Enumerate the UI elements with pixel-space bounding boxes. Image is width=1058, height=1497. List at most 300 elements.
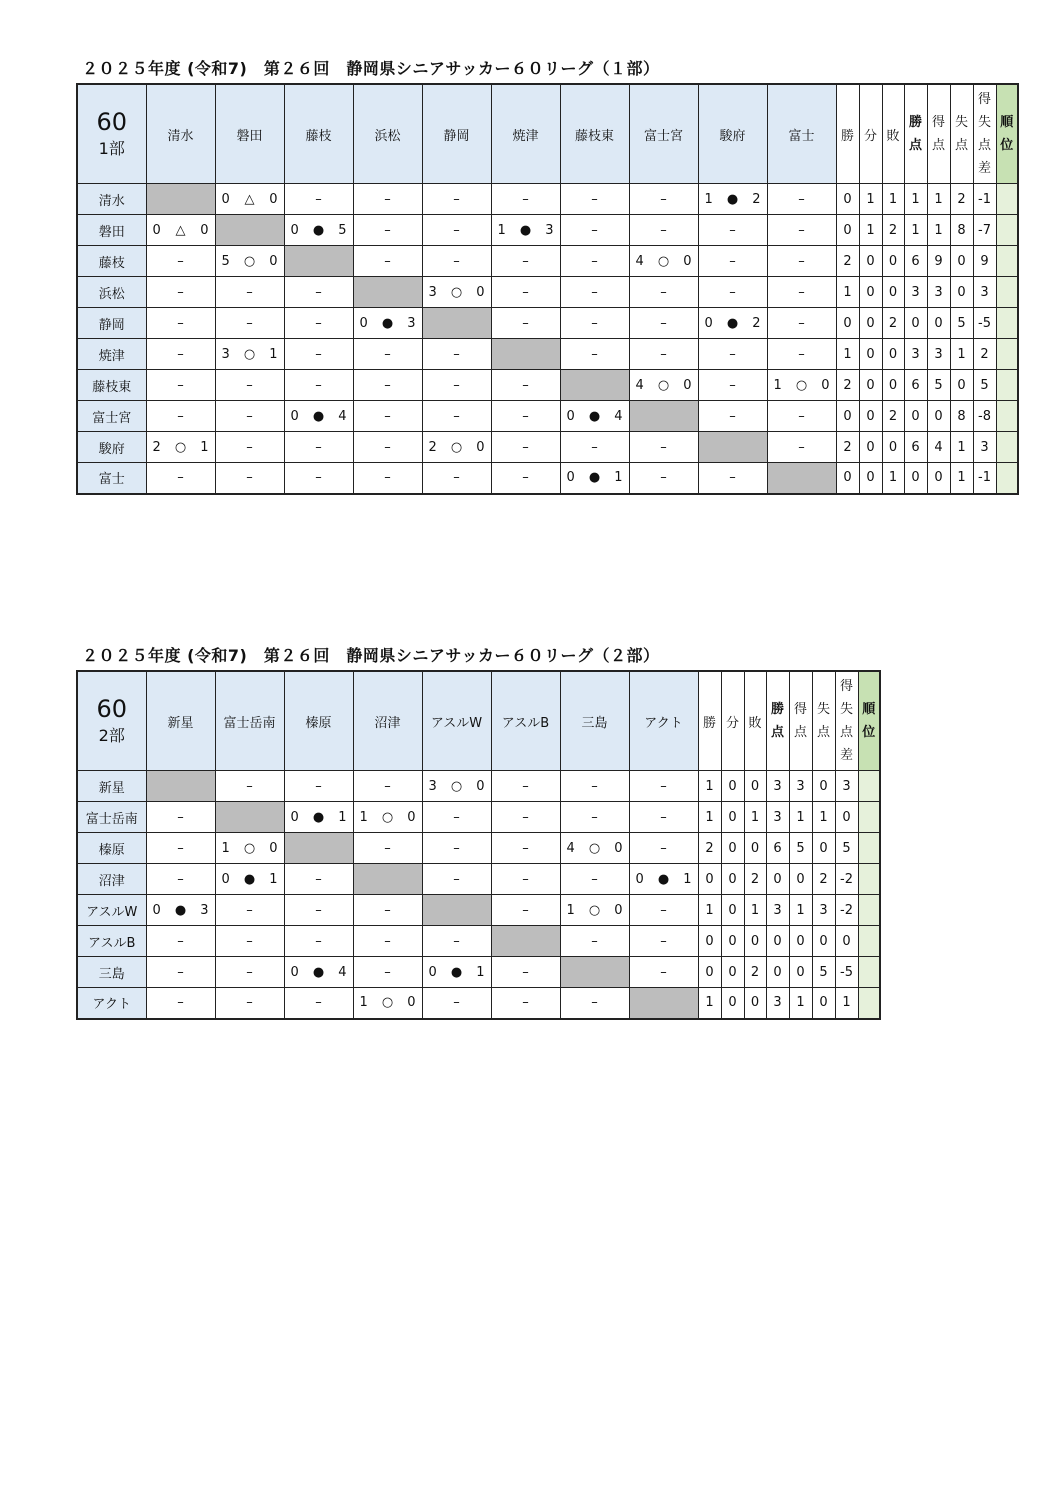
away-score: 2 <box>752 191 761 207</box>
no-match-dash: – <box>246 902 253 918</box>
loss-header: 敗 <box>744 671 766 771</box>
rank-header <box>996 84 1018 184</box>
match-result-cell <box>353 988 422 1019</box>
match-result-cell <box>422 988 491 1019</box>
match-result-cell <box>560 432 629 463</box>
match-result-cell <box>422 833 491 864</box>
points-cell: 3 <box>766 802 789 833</box>
no-match-dash: – <box>384 840 391 856</box>
away-score: 0 <box>269 840 278 856</box>
match-score <box>423 965 491 980</box>
column-team-header: 浜松 <box>353 84 422 184</box>
wins-cell: 1 <box>698 895 721 926</box>
home-score: 3 <box>221 346 230 362</box>
match-result-cell <box>146 370 215 401</box>
goals-against-cell: 5 <box>950 308 973 339</box>
goal-diff-cell: 1 <box>835 988 858 1019</box>
goal-diff-cell: 0 <box>835 926 858 957</box>
draw-header: 分 <box>859 84 882 184</box>
match-score <box>147 440 215 455</box>
division-age: 60 <box>96 695 128 723</box>
match-result-cell <box>767 432 836 463</box>
goals-against-cell: 1 <box>950 432 973 463</box>
no-match-dash: – <box>384 933 391 949</box>
result-mark: ● <box>657 871 670 887</box>
no-match-dash: – <box>246 964 253 980</box>
match-result-cell <box>560 895 629 926</box>
rank-header-char: 位 <box>862 725 876 740</box>
losses-cell: 0 <box>744 988 766 1019</box>
rank-cell <box>858 864 880 895</box>
match-result-cell <box>215 339 284 370</box>
wins-cell: 1 <box>698 771 721 802</box>
self-match-cell <box>698 432 767 463</box>
points-cell: 3 <box>766 895 789 926</box>
result-mark: ○ <box>657 253 670 269</box>
goals-for-cell: 0 <box>789 957 812 988</box>
match-result-cell <box>560 833 629 864</box>
table-row <box>77 463 1018 494</box>
no-match-dash: – <box>660 222 667 238</box>
points-cell: 6 <box>904 246 927 277</box>
no-match-dash: – <box>660 902 667 918</box>
match-result-cell <box>215 246 284 277</box>
no-match-dash: – <box>315 191 322 207</box>
points-cell: 3 <box>766 988 789 1019</box>
league2-title: ２０２５年度 (令和7) 第２６回 静岡県シニアサッカー６０リーグ（２部） <box>82 646 660 665</box>
home-score: 1 <box>359 809 368 825</box>
row-team-label: 富士宮 <box>77 401 146 432</box>
match-score <box>768 378 836 393</box>
draws-cell: 0 <box>721 926 744 957</box>
goal-diff-cell: 3 <box>835 771 858 802</box>
self-match-cell <box>284 246 353 277</box>
goals-for-header <box>927 84 950 184</box>
match-result-cell <box>215 184 284 215</box>
rank-cell <box>996 184 1018 215</box>
goals-for-cell: 3 <box>789 771 812 802</box>
goals-for-cell: 9 <box>927 246 950 277</box>
goals-against-header-char: 失 <box>816 702 830 717</box>
no-match-dash: – <box>591 315 598 331</box>
match-score <box>699 192 767 207</box>
no-match-dash: – <box>315 871 322 887</box>
match-result-cell <box>353 215 422 246</box>
match-result-cell <box>422 926 491 957</box>
draws-cell: 0 <box>721 771 744 802</box>
no-match-dash: – <box>522 470 529 486</box>
goals-for-cell: 1 <box>789 802 812 833</box>
no-match-dash: – <box>246 470 253 486</box>
match-result-cell <box>353 308 422 339</box>
draws-cell: 0 <box>859 432 882 463</box>
goals-for-header-char: 得 <box>931 115 945 130</box>
match-score <box>354 810 422 825</box>
wins-cell: 0 <box>836 308 859 339</box>
result-mark: ● <box>381 315 394 331</box>
result-mark: ○ <box>174 439 187 455</box>
home-score: 0 <box>290 964 299 980</box>
wins-cell: 2 <box>836 432 859 463</box>
table-row <box>77 926 880 957</box>
self-match-cell <box>491 926 560 957</box>
match-result-cell <box>629 215 698 246</box>
rank-cell <box>858 895 880 926</box>
match-result-cell <box>560 246 629 277</box>
match-result-cell <box>767 308 836 339</box>
points-header <box>766 671 789 771</box>
no-match-dash: – <box>246 995 253 1011</box>
self-match-cell <box>767 463 836 494</box>
column-team-header: 富士宮 <box>629 84 698 184</box>
table-row <box>77 864 880 895</box>
match-result-cell <box>215 864 284 895</box>
no-match-dash: – <box>798 222 805 238</box>
match-score <box>354 316 422 331</box>
match-score <box>216 841 284 856</box>
table-row <box>77 957 880 988</box>
home-score: 2 <box>428 439 437 455</box>
away-score: 0 <box>200 222 209 238</box>
no-match-dash: – <box>522 315 529 331</box>
away-score: 1 <box>269 346 278 362</box>
no-match-dash: – <box>384 470 391 486</box>
match-result-cell <box>491 277 560 308</box>
row-team-label: 焼津 <box>77 339 146 370</box>
goal-diff-cell: 9 <box>973 246 996 277</box>
match-result-cell <box>146 308 215 339</box>
match-result-cell <box>353 957 422 988</box>
table-row <box>77 277 1018 308</box>
losses-cell: 0 <box>744 771 766 802</box>
goal-diff-header-char: 点 <box>977 138 991 153</box>
no-match-dash: – <box>729 377 736 393</box>
match-result-cell <box>146 802 215 833</box>
column-team-header: 藤枝 <box>284 84 353 184</box>
rank-cell <box>996 370 1018 401</box>
points-header-char: 点 <box>770 725 784 740</box>
no-match-dash: – <box>591 871 598 887</box>
goal-diff-header <box>973 84 996 184</box>
win-header: 勝 <box>698 671 721 771</box>
draws-cell: 0 <box>721 895 744 926</box>
away-score: 1 <box>338 809 347 825</box>
row-team-label: 静岡 <box>77 308 146 339</box>
result-mark: ○ <box>381 809 394 825</box>
goal-diff-header <box>835 671 858 771</box>
league1-table <box>76 83 1019 495</box>
no-match-dash: – <box>315 995 322 1011</box>
goals-against-cell: 1 <box>812 802 835 833</box>
match-result-cell <box>491 308 560 339</box>
match-result-cell <box>491 401 560 432</box>
column-team-header: 焼津 <box>491 84 560 184</box>
match-result-cell <box>560 277 629 308</box>
match-result-cell <box>491 246 560 277</box>
losses-cell: 0 <box>882 432 904 463</box>
points-header-char: 勝 <box>770 702 784 717</box>
away-score: 4 <box>614 408 623 424</box>
home-score: 0 <box>221 871 230 887</box>
match-score <box>423 440 491 455</box>
result-mark: ○ <box>450 778 463 794</box>
goal-diff-header-char: 差 <box>839 748 853 763</box>
goals-for-cell: 0 <box>789 926 812 957</box>
draws-cell: 0 <box>859 339 882 370</box>
goal-diff-cell: 3 <box>973 432 996 463</box>
no-match-dash: – <box>453 809 460 825</box>
losses-cell: 1 <box>882 463 904 494</box>
loss-header: 敗 <box>882 84 904 184</box>
home-score: 0 <box>428 964 437 980</box>
no-match-dash: – <box>315 284 322 300</box>
no-match-dash: – <box>177 470 184 486</box>
no-match-dash: – <box>522 840 529 856</box>
division-name: 1部 <box>98 139 125 158</box>
match-result-cell <box>629 184 698 215</box>
goals-against-header <box>812 671 835 771</box>
no-match-dash: – <box>522 253 529 269</box>
match-result-cell <box>353 771 422 802</box>
result-mark: ○ <box>795 377 808 393</box>
points-cell: 3 <box>904 339 927 370</box>
result-mark: ○ <box>450 284 463 300</box>
column-team-header: 榛原 <box>284 671 353 771</box>
no-match-dash: – <box>798 191 805 207</box>
rank-cell <box>996 308 1018 339</box>
goal-diff-cell: 3 <box>973 277 996 308</box>
match-result-cell <box>284 432 353 463</box>
goals-against-cell: 0 <box>812 988 835 1019</box>
no-match-dash: – <box>729 470 736 486</box>
away-score: 1 <box>269 871 278 887</box>
division-age: 60 <box>96 108 128 136</box>
losses-cell: 2 <box>744 864 766 895</box>
no-match-dash: – <box>384 902 391 918</box>
goal-diff-cell: 2 <box>973 339 996 370</box>
match-result-cell <box>146 432 215 463</box>
match-result-cell <box>146 401 215 432</box>
no-match-dash: – <box>246 377 253 393</box>
no-match-dash: – <box>315 778 322 794</box>
row-team-label: 清水 <box>77 184 146 215</box>
match-result-cell <box>146 339 215 370</box>
away-score: 0 <box>683 253 692 269</box>
match-result-cell <box>422 957 491 988</box>
match-result-cell <box>146 246 215 277</box>
result-mark: ○ <box>381 995 394 1011</box>
match-result-cell <box>629 246 698 277</box>
goals-against-cell: 0 <box>812 833 835 864</box>
points-header-char: 勝 <box>908 115 922 130</box>
goal-diff-header-char: 差 <box>977 161 991 176</box>
match-result-cell <box>353 895 422 926</box>
no-match-dash: – <box>591 346 598 362</box>
goal-diff-cell: 0 <box>835 802 858 833</box>
no-match-dash: – <box>591 284 598 300</box>
result-mark: ● <box>312 222 325 238</box>
rank-cell <box>996 401 1018 432</box>
column-team-header: 富士 <box>767 84 836 184</box>
away-score: 0 <box>407 995 416 1011</box>
match-result-cell <box>353 926 422 957</box>
away-score: 0 <box>614 840 623 856</box>
no-match-dash: – <box>591 778 598 794</box>
no-match-dash: – <box>729 346 736 362</box>
match-result-cell <box>629 463 698 494</box>
match-result-cell <box>422 463 491 494</box>
no-match-dash: – <box>315 346 322 362</box>
goal-diff-header-char: 失 <box>977 115 991 130</box>
row-team-label: アクト <box>77 988 146 1019</box>
match-result-cell <box>284 926 353 957</box>
no-match-dash: – <box>177 253 184 269</box>
no-match-dash: – <box>384 964 391 980</box>
no-match-dash: – <box>591 933 598 949</box>
no-match-dash: – <box>522 964 529 980</box>
points-cell: 0 <box>766 864 789 895</box>
result-mark: ○ <box>243 346 256 362</box>
match-score <box>699 316 767 331</box>
match-result-cell <box>284 957 353 988</box>
goal-diff-cell: 5 <box>835 833 858 864</box>
result-mark: △ <box>175 222 186 238</box>
column-team-header: 磐田 <box>215 84 284 184</box>
no-match-dash: – <box>522 902 529 918</box>
match-result-cell <box>215 308 284 339</box>
match-score <box>285 810 353 825</box>
match-result-cell <box>698 277 767 308</box>
result-mark: ● <box>726 315 739 331</box>
no-match-dash: – <box>177 408 184 424</box>
goals-against-header-char: 失 <box>954 115 968 130</box>
match-result-cell <box>422 802 491 833</box>
goal-diff-cell: -5 <box>835 957 858 988</box>
no-match-dash: – <box>660 284 667 300</box>
self-match-cell <box>353 277 422 308</box>
table-row <box>77 802 880 833</box>
match-result-cell <box>767 184 836 215</box>
no-match-dash: – <box>315 315 322 331</box>
goals-against-cell: 5 <box>812 957 835 988</box>
points-cell: 6 <box>904 432 927 463</box>
match-score <box>147 903 215 918</box>
match-result-cell <box>629 308 698 339</box>
no-match-dash: – <box>315 377 322 393</box>
rank-cell <box>996 277 1018 308</box>
table-row <box>77 432 1018 463</box>
no-match-dash: – <box>660 470 667 486</box>
no-match-dash: – <box>660 191 667 207</box>
no-match-dash: – <box>729 222 736 238</box>
no-match-dash: – <box>177 871 184 887</box>
goals-for-cell: 0 <box>927 463 950 494</box>
match-result-cell <box>284 864 353 895</box>
no-match-dash: – <box>660 964 667 980</box>
home-score: 3 <box>428 284 437 300</box>
no-match-dash: – <box>453 222 460 238</box>
no-match-dash: – <box>384 439 391 455</box>
rank-header-char: 位 <box>1000 138 1014 153</box>
losses-cell: 0 <box>882 246 904 277</box>
match-score <box>630 872 698 887</box>
home-score: 0 <box>359 315 368 331</box>
no-match-dash: – <box>591 439 598 455</box>
match-result-cell <box>284 184 353 215</box>
goals-for-header-char: 点 <box>931 138 945 153</box>
match-result-cell <box>422 339 491 370</box>
rank-cell <box>858 802 880 833</box>
away-score: 5 <box>338 222 347 238</box>
no-match-dash: – <box>246 408 253 424</box>
match-result-cell <box>560 339 629 370</box>
self-match-cell <box>629 401 698 432</box>
no-match-dash: – <box>177 809 184 825</box>
goal-diff-header-char: 得 <box>977 92 991 107</box>
rank-cell <box>858 833 880 864</box>
match-result-cell <box>215 771 284 802</box>
goal-diff-header-char: 失 <box>839 702 853 717</box>
away-score: 0 <box>269 253 278 269</box>
no-match-dash: – <box>522 995 529 1011</box>
no-match-dash: – <box>453 871 460 887</box>
match-score <box>216 254 284 269</box>
no-match-dash: – <box>729 408 736 424</box>
match-score <box>285 223 353 238</box>
match-result-cell <box>215 926 284 957</box>
result-mark: ○ <box>450 439 463 455</box>
column-team-header: アクト <box>629 671 698 771</box>
no-match-dash: – <box>453 995 460 1011</box>
no-match-dash: – <box>384 253 391 269</box>
away-score: 0 <box>476 778 485 794</box>
header-row <box>77 671 880 771</box>
away-score: 1 <box>476 964 485 980</box>
self-match-cell <box>215 215 284 246</box>
rank-cell <box>858 926 880 957</box>
goal-diff-cell: -8 <box>973 401 996 432</box>
home-score: 3 <box>428 778 437 794</box>
losses-cell: 1 <box>744 802 766 833</box>
no-match-dash: – <box>522 191 529 207</box>
rank-cell <box>858 771 880 802</box>
no-match-dash: – <box>246 778 253 794</box>
goals-against-header-char: 点 <box>816 725 830 740</box>
table-row <box>77 184 1018 215</box>
result-mark: ○ <box>243 253 256 269</box>
no-match-dash: – <box>384 191 391 207</box>
result-mark: ● <box>312 964 325 980</box>
match-result-cell <box>284 988 353 1019</box>
wins-cell: 1 <box>836 339 859 370</box>
column-team-header: 新星 <box>146 671 215 771</box>
points-cell: 6 <box>904 370 927 401</box>
no-match-dash: – <box>522 871 529 887</box>
match-result-cell <box>284 771 353 802</box>
match-result-cell <box>146 895 215 926</box>
match-result-cell <box>353 184 422 215</box>
points-cell: 0 <box>904 401 927 432</box>
column-team-header: アスルW <box>422 671 491 771</box>
away-score: 1 <box>200 439 209 455</box>
wins-cell: 0 <box>836 401 859 432</box>
match-result-cell <box>491 833 560 864</box>
match-result-cell <box>422 771 491 802</box>
match-result-cell <box>560 864 629 895</box>
home-score: 4 <box>635 253 644 269</box>
no-match-dash: – <box>246 933 253 949</box>
row-team-label: 富士 <box>77 463 146 494</box>
